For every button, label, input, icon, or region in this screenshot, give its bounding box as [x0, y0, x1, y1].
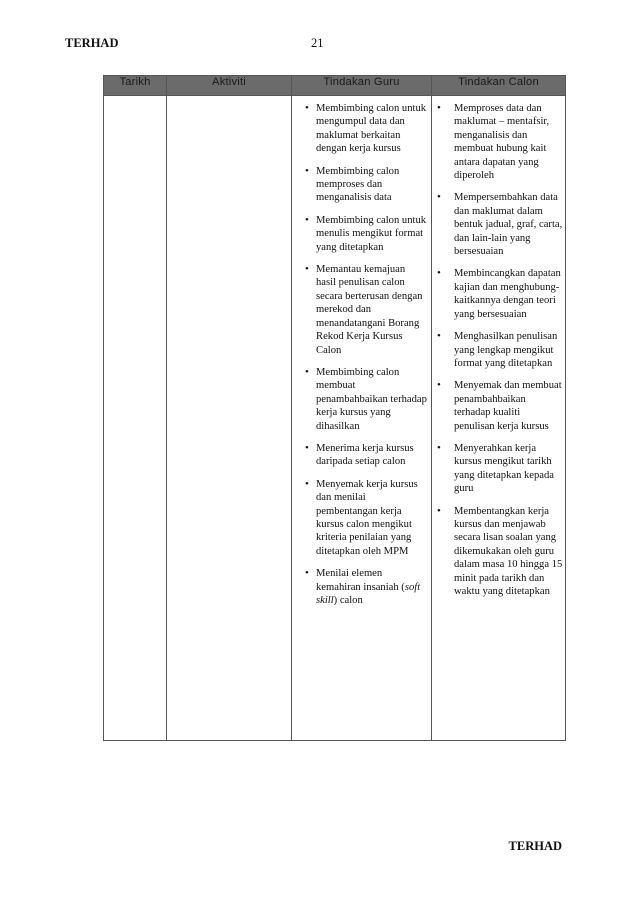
list-item-text: Membimbing calon untuk mengumpul data dan maklumat berkaitan dengan kerja kursus [316, 103, 427, 155]
tarikh-cell [104, 96, 167, 741]
list-item-text: Mempersembahkan data dan maklumat dalam bentuk jadual, graf, carta, dan lain-lain yang bersesuaian [454, 192, 563, 258]
tindakan-calon-list [432, 102, 565, 598]
bullet: • [437, 191, 441, 204]
list-item-text: Menyemak kerja kursus dan menilai pembentangan kerja kursus calon mengikut kriteria penilaian yang ditetapkan oleh MPM [316, 478, 418, 557]
bullet: • [437, 504, 441, 517]
bullet: • [437, 267, 441, 280]
column-header-tindakan-calon: Tindakan Calon [432, 76, 566, 96]
classification-footer: TERHAD [508, 839, 562, 853]
list-item [292, 567, 431, 607]
activity-table [103, 75, 566, 741]
list-item [432, 330, 565, 370]
list-item [292, 102, 431, 156]
bullet: • [437, 379, 441, 392]
bullet: • [305, 102, 309, 114]
bullet: • [305, 164, 309, 177]
tindakan-calon-cell [432, 96, 566, 741]
list-item [292, 478, 431, 558]
page-number: 21 [311, 36, 324, 50]
text-fragment: ) calon [333, 595, 363, 606]
list-item-text: Menghasilkan penulisan yang lengkap mengikut format yang ditetapkan [454, 331, 558, 369]
list-item-text: Memantau kemajuan hasil penulisan calon secara berterusan dengan merekod dan menandatangani Borang Rekod Kerja Kursus Calon [316, 264, 423, 356]
table-header-row [104, 76, 566, 96]
tindakan-guru-cell [292, 96, 432, 741]
list-item-text: Membimbing calon untuk menulis mengikut format yang ditetapkan [316, 214, 427, 253]
list-item [292, 214, 431, 254]
list-item [432, 379, 565, 433]
list-item [292, 366, 431, 433]
bullet: • [305, 263, 309, 276]
bullet: • [437, 102, 441, 114]
list-item-text: Membentangkan kerja kursus dan menjawab secara lisan soalan yang dikemukakan oleh guru dalam masa 10 hingga 15 minit pada tarikh dan waktu yang ditetapkan [454, 505, 563, 597]
aktiviti-cell [167, 96, 292, 741]
list-item [432, 442, 565, 496]
list-item-text: Membincangkan dapatan kajian dan menghubung-kaitkannya dengan teori yang bersesuaian [454, 268, 561, 320]
list-item-text [316, 568, 420, 606]
table-row [104, 96, 566, 741]
list-item-text: Membimbing calon memproses dan menganalisis data [316, 165, 400, 204]
italic-term: soft skill [316, 581, 421, 606]
list-item [292, 442, 431, 469]
list-item [292, 263, 431, 357]
list-item [432, 191, 565, 258]
tindakan-guru-list [292, 102, 431, 607]
classification-header: TERHAD [65, 36, 119, 50]
list-item-text: Menyemak dan membuat penambahbaikan terhadap kualiti penulisan kerja kursus [454, 380, 562, 432]
bullet: • [305, 213, 309, 226]
list-item-text: Menyerahkan kerja kursus mengikut tarikh yang ditetapkan kepada guru [454, 442, 555, 495]
list-item-text: Membimbing calon membuat penambahbaikan terhadap kerja kursus yang dihasilkan [316, 366, 427, 432]
bullet: • [437, 330, 441, 343]
bullet: • [305, 441, 309, 454]
bullet: • [305, 567, 309, 580]
list-item-text: Menerima kerja kursus daripada setiap calon [316, 442, 414, 468]
list-item-text: Memproses data dan maklumat – mentafsir, menganalisis dan membuat hubung kait antara dapatan yang diperoleh [454, 103, 550, 182]
list-item [432, 505, 565, 599]
column-header-tarikh: Tarikh [104, 76, 167, 96]
bullet: • [437, 441, 441, 454]
list-item [292, 165, 431, 205]
list-item [432, 102, 565, 182]
column-header-aktiviti: Aktiviti [167, 76, 292, 96]
text-fragment: Menilai elemen kemahiran insaniah ( [316, 568, 405, 593]
bullet: • [305, 365, 309, 378]
bullet: • [305, 477, 309, 490]
list-item [432, 267, 565, 321]
column-header-tindakan-guru: Tindakan Guru [292, 76, 432, 96]
